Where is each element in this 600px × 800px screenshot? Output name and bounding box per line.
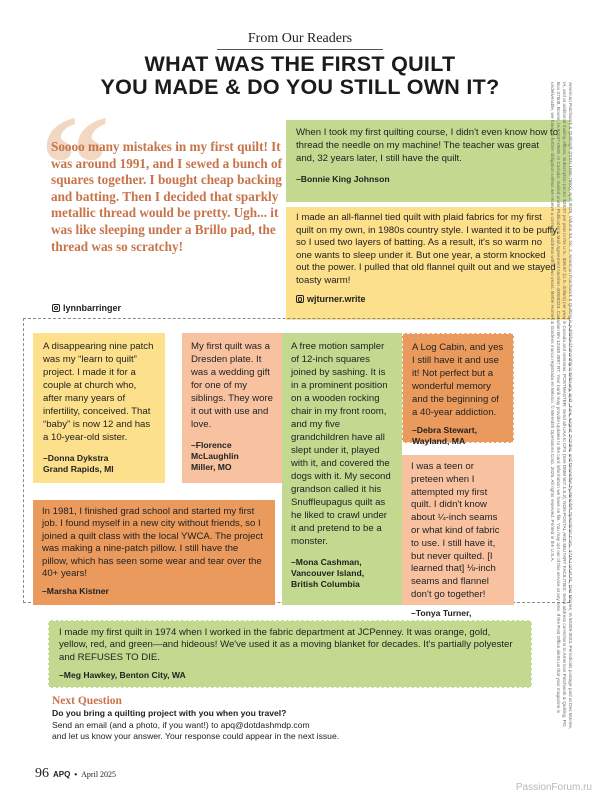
handle-text: lynnbarringer — [63, 303, 122, 313]
card-text: When I took my first quilting course, I didn't even know how to thread the needle on my machine! The teacher was great and, 32 years later, I still have the quilt. — [296, 127, 559, 164]
card-text: A Log Cabin, and yes I still have it and use it! Not perfect but a wonderful memory and the beginning of a 40-year addiction. — [412, 342, 504, 418]
card-meg — [48, 620, 532, 688]
next-question-title: Next Question — [52, 695, 122, 707]
card-text: I made an all-flannel tied quilt with plaid fabrics for my first quilt on my own, in 1980s country style. I wanted it to be puffy, so I used two layers of batting. As a result, it's so warm no one wants to sleep under it. But one year, a storm knocked out the power. I pulled that old flannel quilt out and we stayed toasty warm! — [296, 212, 560, 286]
card-attribution: –Bonnie King Johnson — [296, 174, 390, 184]
card-debra — [402, 333, 514, 446]
legal-text — [533, 82, 573, 732]
next-question-prompt: Do you bring a quilting project with you when you travel? — [52, 708, 287, 718]
watermark: PassionForum.ru — [515, 782, 592, 793]
card-attribution: –Meg Hawkey, Benton City, WA — [59, 670, 186, 681]
headline-line-1: WHAT WAS THE FIRST QUILT — [144, 52, 456, 76]
card-bonnie — [286, 120, 570, 202]
pull-quote-handle — [52, 303, 121, 313]
issue-date: April 2025 — [81, 770, 117, 779]
page-number: 96 — [35, 766, 49, 781]
pull-quote: Soooo many mistakes in my first quilt! It was around 1991, and I sewed a bunch of squares together. I bought cheap backing and batting. Then I decided that sparkly metallic thread would be pretty. Ugh... it was like sleeping under a Brillo pad, the thread was so scratchy! — [51, 139, 282, 254]
card-attribution: –Debra Stewart, Wayland, MA — [412, 425, 477, 446]
card-text: A free motion sampler of 12-inch squares joined by sashing. It is in a prominent position on a wooden rocking chair in my front room, and my five grandchildren have all slept under it, played with it, and covered the dogs with it. My second grandson called it his Snuffleupagus quilt as he liked to crawl under it and pretend to be a monster. — [291, 341, 391, 547]
card-attribution: –Donna Dykstra Grand Rapids, MI — [43, 453, 114, 474]
magazine-name: APQ — [53, 770, 71, 779]
next-question-line-2: Send an email (and a photo, if you want!) to apq@dotdashmdp.com — [52, 719, 310, 730]
headline — [90, 53, 510, 99]
card-donna — [33, 333, 165, 483]
folio-separator: • — [74, 770, 78, 779]
card-handle — [296, 293, 560, 306]
card-mona — [282, 333, 402, 605]
legal-text-content: American Patchwork & Quilting® (ISSN 1066-758X), April 2025, Volume 33, No. 2. American Patchwork & Quilting is published bimonthly in February, April, June, August, October, and December by Meredith Operations Corp., 1716 Locust St., Des Moines, IA 50309-3023. Periodicals postage paid at Des Moines, IA, and at additional mailing offices. Subscription prices: $29.97 per year in the U.S.; $39.97 (U.S. dollars) per year in Canada and overseas. POSTMASTER: Send all UAA to CFS (See DMM 507.1.5.2); NON-POSTAL AND MILITARY FACILITIES: Send address corrections to American Patchwork & Quilting, PO Box 37508, Boone, IA 50037-0508. In Canada: mailed under Publications Mail Agreement Number 40069223. Canadian BN 12348 2887 RT. Your bank may provide updates to the card information we have on file. You may opt out of this service at any time. If the Post Office alerts us that your magazine is undeliverable, we have no further obligation unless we receive a corrected address within two years. Better Homes & Gardens marca registrada en México. © Meredith Operations Corp. 2025. All rights reserved. Printed in the U.S.A. — [550, 82, 573, 730]
next-question-body — [52, 708, 432, 743]
folio — [35, 766, 116, 782]
card-text: In 1981, I finished grad school and started my first job. I found myself in a new city without friends, so I joined a quilt class with the local YWCA. The project was making a nine-patch pillow. I still have the pillow, which has seen some wear and tear over the 40+ years! — [42, 506, 263, 580]
card-text: I made my first quilt in 1974 when I worked in the fabric department at JCPenney. It was orange, gold, yellow, red, and green—and hideous! We've used it as a moving blanket for decades. It's partially polyester and REFUSES TO DIE. — [59, 627, 513, 663]
section-label: From Our Readers — [247, 31, 353, 46]
next-question-line-3: and let us know your answer. Your response could appear in the next issue. — [52, 731, 340, 741]
handle-text: wjturner.write — [307, 293, 366, 304]
card-attribution: –Florence McLaughlin Miller, MO — [191, 440, 239, 472]
card-text: A disappearing nine patch was my “learn to quilt” project. I made it for a couple at church who, after many years of infertility, conceived. That “baby” is now 12 and has a 10-year-old sister. — [43, 341, 154, 443]
card-text: I was a teen or preteen when I attempted my first quilt. I didn't know about ¼-inch seams or what kind of fabric to use. I still have it, but never quilted. [I learned that] ⅛-inch seams and flannel don't go together! — [411, 461, 500, 600]
card-attribution: –Marsha Kistner — [42, 586, 109, 597]
card-attribution: –Mona Cashman, Vancouver Island, British Columbia — [291, 557, 365, 589]
headline-line-2: YOU MADE & DO YOU STILL OWN IT? — [100, 75, 500, 99]
section-label-rule — [217, 49, 383, 50]
pull-quote-mark: “ — [40, 87, 110, 242]
card-wjturner — [286, 207, 570, 320]
card-marsha — [33, 500, 275, 605]
instagram-icon — [52, 304, 60, 312]
card-attribution: –Tonya Turner, — [411, 607, 472, 618]
card-florence — [182, 333, 282, 483]
instagram-icon — [296, 295, 304, 303]
card-tonya — [402, 455, 514, 618]
card-text: My first quilt was a Dresden plate. It was a wedding gift for one of my siblings. They wore it out with use and love. — [191, 341, 273, 430]
